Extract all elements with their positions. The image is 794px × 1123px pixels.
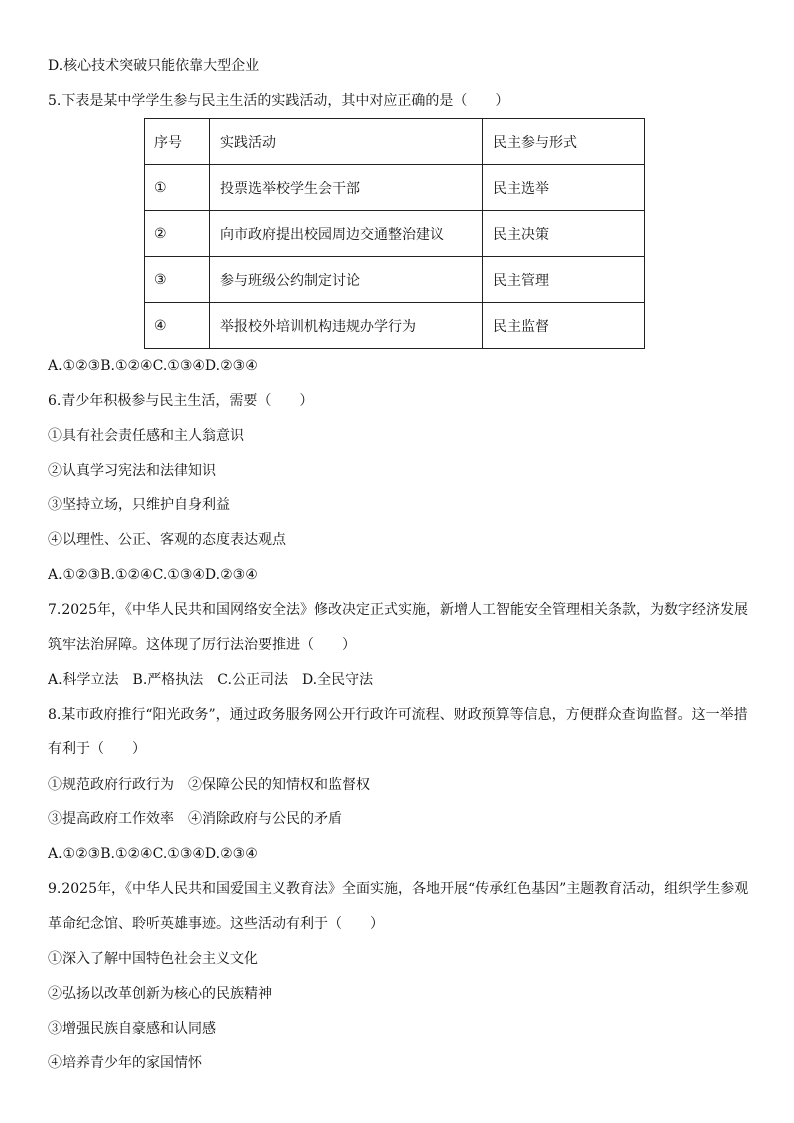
question-9-item: ④培养青少年的家国情怀 xyxy=(48,1055,202,1071)
question-6-options: A.①②③B.①②④C.①③④D.②③④ xyxy=(48,567,258,583)
question-5-stem: 5.下表是某中学学生参与民主生活的实践活动，其中对应正确的是（ ） xyxy=(48,93,510,109)
table-cell: ② xyxy=(145,211,210,257)
table-cell: 民主选举 xyxy=(483,165,645,211)
question-4-option-d: D.核心技术突破只能依靠大型企业 xyxy=(48,58,260,74)
question-9-item: ②弘扬以改革创新为核心的民族精神 xyxy=(48,986,272,1002)
question-9-item: ③增强民族自豪感和认同感 xyxy=(48,1021,216,1037)
practice-activities-table xyxy=(144,118,645,349)
table-cell: 参与班级公约制定讨论 xyxy=(210,257,483,303)
table-cell: 投票选举校学生会干部 xyxy=(210,165,483,211)
question-6-item: ②认真学习宪法和法律知识 xyxy=(48,463,216,479)
question-9-stem-line-2: 革命纪念馆、聆听英雄事迹。这些活动有利于（ ） xyxy=(48,916,384,932)
question-8-items-line-2: ③提高政府工作效率 ④消除政府与公民的矛盾 xyxy=(48,811,342,827)
question-9-stem-line-1: 9.2025年，《中华人民共和国爱国主义教育法》全面实施，各地开展“传承红色基因”主题教育活动，组织学生参观 xyxy=(48,881,749,897)
question-7-stem-line-1: 7.2025年，《中华人民共和国网络安全法》修改决定正式实施，新增人工智能安全管理相关条款，为数字经济发展 xyxy=(48,602,748,618)
table-cell: 民主决策 xyxy=(483,211,645,257)
table-cell: ④ xyxy=(145,303,210,349)
table-cell: 民主管理 xyxy=(483,257,645,303)
table-cell: 民主监督 xyxy=(483,303,645,349)
question-6-item: ①具有社会责任感和主人翁意识 xyxy=(48,428,244,444)
question-7-stem-line-2: 筑牢法治屏障。这体现了厉行法治要推进（ ） xyxy=(48,637,356,653)
question-6-stem: 6.青少年积极参与民主生活，需要（ ） xyxy=(48,393,314,409)
question-8-stem-line-1: 8.某市政府推行“阳光政务”，通过政务服务网公开行政许可流程、财政预算等信息，方便群众查询监督。这一举措 xyxy=(48,707,748,723)
question-8-options: A.①②③B.①②④C.①③④D.②③④ xyxy=(48,846,258,862)
question-6-item: ③坚持立场，只维护自身利益 xyxy=(48,497,230,513)
question-5-options: A.①②③B.①②④C.①③④D.②③④ xyxy=(48,358,258,374)
table-cell: 向市政府提出校园周边交通整治建议 xyxy=(210,211,483,257)
table-header-row xyxy=(145,119,645,165)
table-header-cell: 民主参与形式 xyxy=(483,119,645,165)
question-8-stem-line-2: 有利于（ ） xyxy=(48,741,146,757)
table-row xyxy=(145,211,645,257)
question-6-item: ④以理性、公正、客观的态度表达观点 xyxy=(48,532,286,548)
table-cell: 举报校外培训机构违规办学行为 xyxy=(210,303,483,349)
table-header-cell: 序号 xyxy=(145,119,210,165)
table-cell: ③ xyxy=(145,257,210,303)
table-cell: ① xyxy=(145,165,210,211)
table-row xyxy=(145,257,645,303)
table-row xyxy=(145,165,645,211)
table-row xyxy=(145,303,645,349)
question-9-item: ①深入了解中国特色社会主义文化 xyxy=(48,951,258,967)
question-7-options: A.科学立法 B.严格执法 C.公正司法 D.全民守法 xyxy=(48,672,374,688)
table-header-cell: 实践活动 xyxy=(210,119,483,165)
question-8-items-line-1: ①规范政府行政行为 ②保障公民的知情权和监督权 xyxy=(48,777,370,793)
